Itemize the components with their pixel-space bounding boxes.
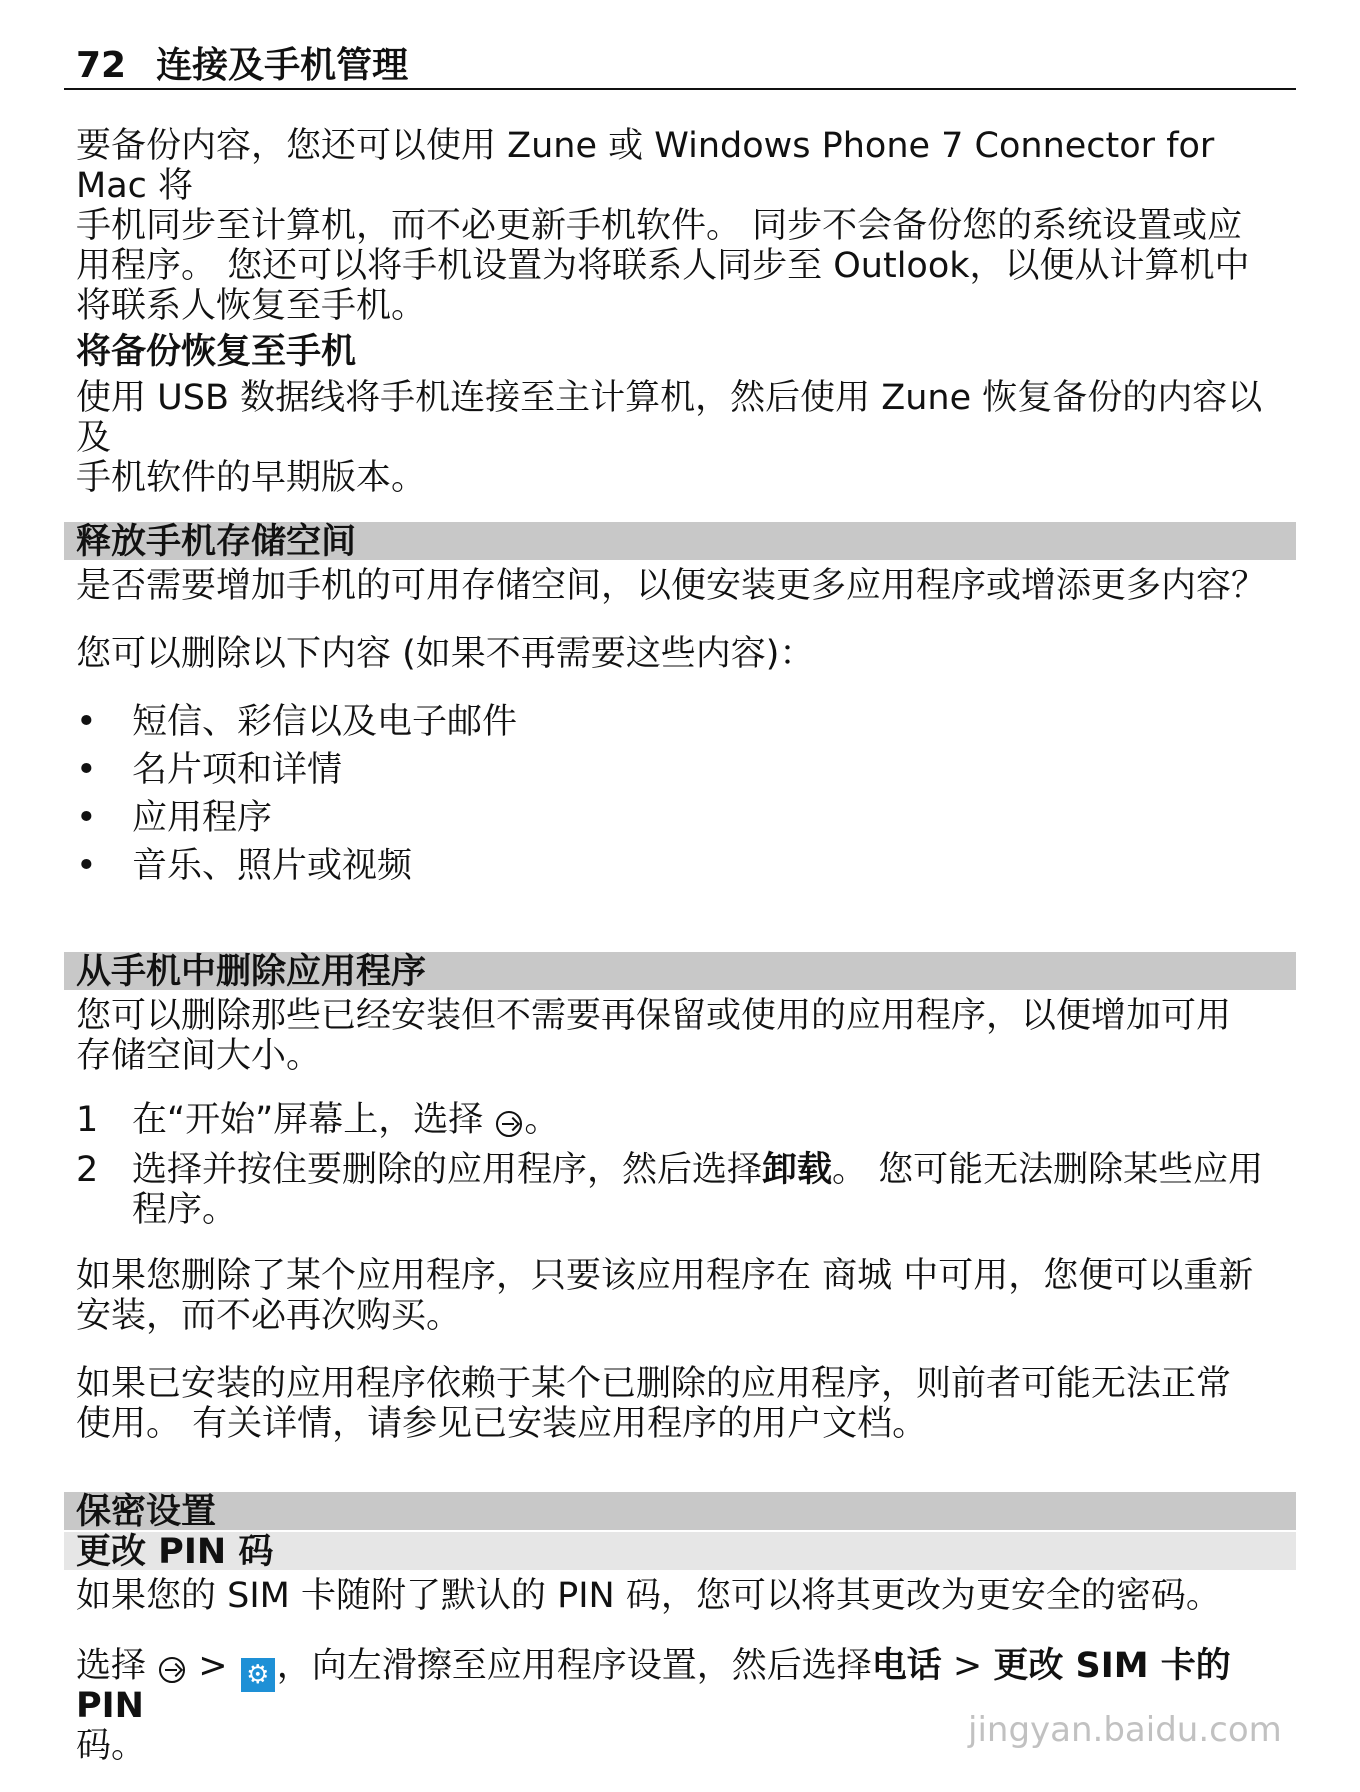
text-line: 码。 [76,1726,147,1766]
bullet: • [76,750,97,790]
change-pin-paragraph [76,1576,1286,1616]
text-line: 使用。 有关详情，请参见已安装应用程序的用户文档。 [76,1404,928,1444]
page-header [64,44,1296,90]
bullet: • [76,702,97,742]
step-number: 1 [76,1100,99,1140]
free-space-intro [76,634,1286,674]
arrow-right-icon [159,1657,185,1683]
free-space-question [76,566,1286,606]
step-text-part: 。 您可能无法删除某些应用 [832,1150,1264,1190]
settings-gear-icon: ⚙ [241,1658,275,1692]
restore-paragraph [76,378,1286,498]
intro-paragraph [76,126,1286,326]
baidu-watermark: jingyan.baidu.com [968,1710,1282,1750]
text-line: 如果已安装的应用程序依赖于某个已删除的应用程序，则前者可能无法正常 [76,1364,1232,1404]
list-item-text: 名片项和详情 [132,750,343,790]
change-sim-pin-label: 更改 SIM 卡的 PIN [76,1646,1231,1726]
text-line: 您可以删除以下内容 (如果不再需要这些内容)： [76,634,815,674]
page-number: 72 [76,45,127,86]
list-item-text: 短信、彩信以及电子邮件 [132,702,518,742]
step-text [132,1150,1286,1230]
section-heading-free-space [64,522,1296,560]
list-item-text: 音乐、照片或视频 [132,846,413,886]
subsection-heading-change-pin [64,1532,1296,1570]
section-heading-security [64,1492,1296,1530]
delete-apps-intro [76,996,1286,1076]
delete-apps-reinstall-note [76,1256,1286,1336]
text-part: > [187,1646,239,1686]
step-number: 2 [76,1150,99,1190]
list-item-text: 应用程序 [132,798,273,838]
step-text-part: 程序。 [132,1190,238,1230]
phone-label: 电话 [871,1646,942,1686]
text-line: 安装，而不必再次购买。 [76,1296,462,1336]
text-line: 手机软件的早期版本。 [76,458,427,498]
section-heading-text: 释放手机存储空间 [76,522,357,562]
text-part: 选择 [76,1646,158,1686]
text-line: 使用 USB 数据线将手机连接至主计算机，然后使用 Zune 恢复备份的内容以及 [76,378,1263,458]
text-line: 存储空间大小。 [76,1036,322,1076]
uninstall-label: 卸载 [762,1150,833,1190]
chapter-title: 连接及手机管理 [156,45,409,86]
text-part: ，向左滑擦至应用程序设置，然后选择 [276,1646,872,1686]
delete-apps-dependency-note [76,1364,1286,1444]
text-line: 将联系人恢复至手机。 [76,286,427,326]
text-line: 您可以删除那些已经安装但不需要再保留或使用的应用程序，以便增加可用 [76,996,1232,1036]
section-heading-delete-apps [64,952,1296,990]
subsection-heading-text: 更改 PIN 码 [76,1532,274,1572]
text-line: 用程序。 您还可以将手机设置为将联系人同步至 Outlook，以便从计算机中 [76,246,1250,286]
step-text-part: 在“开始”屏幕上，选择 [132,1100,495,1140]
text-line: 如果您删除了某个应用程序，只要该应用程序在 商城 中可用，您便可以重新 [76,1256,1254,1296]
step-text-part: 选择并按住要删除的应用程序，然后选择 [132,1150,763,1190]
section-heading-text: 保密设置 [76,1492,217,1532]
bullet: • [76,798,97,838]
section-heading-text: 从手机中删除应用程序 [76,952,427,992]
text-line: 要备份内容，您还可以使用 Zune 或 Windows Phone 7 Connector for Mac 将 [76,126,1215,206]
text-line: 如果您的 SIM 卡随附了默认的 PIN 码，您可以将其更改为更安全的密码。 [76,1576,1221,1616]
bullet: • [76,846,97,886]
text-line: 是否需要增加手机的可用存储空间，以便安装更多应用程序或增添更多内容？ [76,566,1267,606]
step-text-part: 。 [524,1100,560,1140]
text-line: 手机同步至计算机，而不必更新手机软件。 同步不会备份您的系统设置或应 [76,206,1243,246]
arrow-right-icon [496,1111,522,1137]
text-part: > [941,1646,994,1686]
step-text [132,1100,1286,1140]
restore-heading: 将备份恢复至手机 [76,332,357,372]
